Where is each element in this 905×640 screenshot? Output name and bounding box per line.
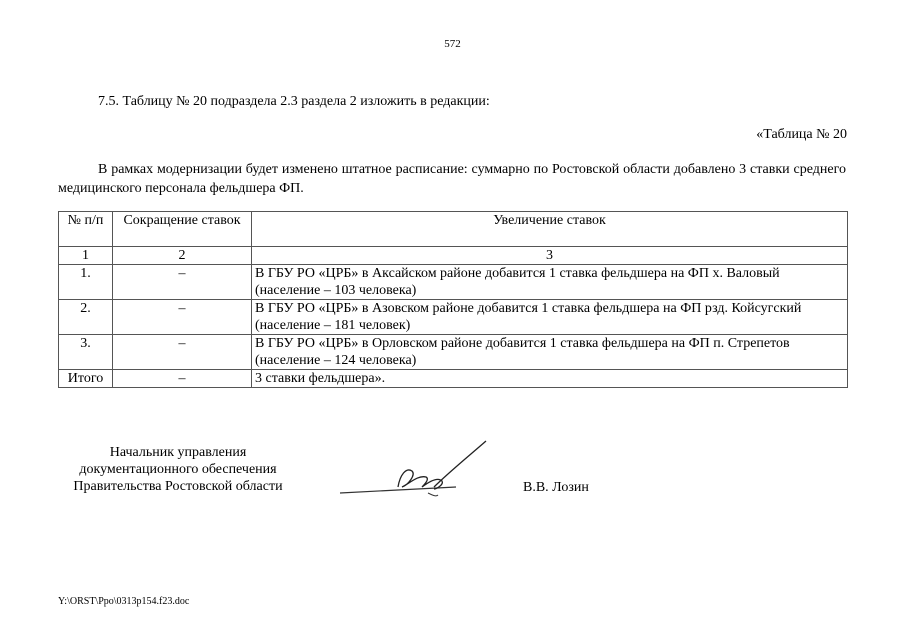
signatory-title-line: Правительства Ростовской области (73, 479, 283, 494)
signatory-title-line: Начальник управления (109, 445, 247, 460)
total-row (59, 370, 848, 388)
row-increase: В ГБУ РО «ЦРБ» в Орловском районе добавится 1 ставка фельдшера на ФП п. Стрепетов (население – 124 человека) (252, 335, 848, 370)
item-heading: 7.5. Таблицу № 20 подраздела 2.3 раздела 2 изложить в редакции: (98, 94, 490, 109)
col-number-2: 2 (113, 247, 252, 265)
total-increase: 3 ставки фельдшера». (252, 370, 848, 388)
row-increase: В ГБУ РО «ЦРБ» в Аксайском районе добавится 1 ставка фельдшера на ФП х. Валовый (население – 103 человека) (252, 265, 848, 300)
header-number: № п/п (59, 212, 113, 247)
body-paragraph: В рамках модернизации будет изменено штатное расписание: суммарно по Ростовской области добавлено 3 ставки среднего медицинского персонала фельдшера ФП. (58, 162, 846, 196)
row-number: 2. (59, 300, 113, 335)
header-increase: Увеличение ставок (252, 212, 848, 247)
signatory-title (60, 444, 296, 495)
table-row (59, 300, 848, 335)
row-number: 1. (59, 265, 113, 300)
signatory-name: В.В. Лозин (523, 480, 589, 495)
table-header-row (59, 212, 848, 247)
total-cut: – (113, 370, 252, 388)
file-path-footer: Y:\ORST\Ppo\0313p154.f23.doc (58, 596, 190, 607)
row-cut: – (113, 265, 252, 300)
header-cut: Сокращение ставок (113, 212, 252, 247)
staffing-table (58, 211, 848, 388)
page-number: 572 (444, 38, 461, 50)
table-row (59, 265, 848, 300)
signature-image (338, 437, 498, 507)
table-row (59, 335, 848, 370)
row-number: 3. (59, 335, 113, 370)
row-cut: – (113, 335, 252, 370)
total-label: Итого (59, 370, 113, 388)
table-caption: «Таблица № 20 (756, 127, 847, 142)
column-number-row (59, 247, 848, 265)
row-increase: В ГБУ РО «ЦРБ» в Азовском районе добавится 1 ставка фельдшера на ФП рзд. Койсугский (население – 181 человек) (252, 300, 848, 335)
col-number-1: 1 (59, 247, 113, 265)
signatory-title-line: документационного обеспечения (79, 462, 277, 477)
row-cut: – (113, 300, 252, 335)
col-number-3: 3 (252, 247, 848, 265)
